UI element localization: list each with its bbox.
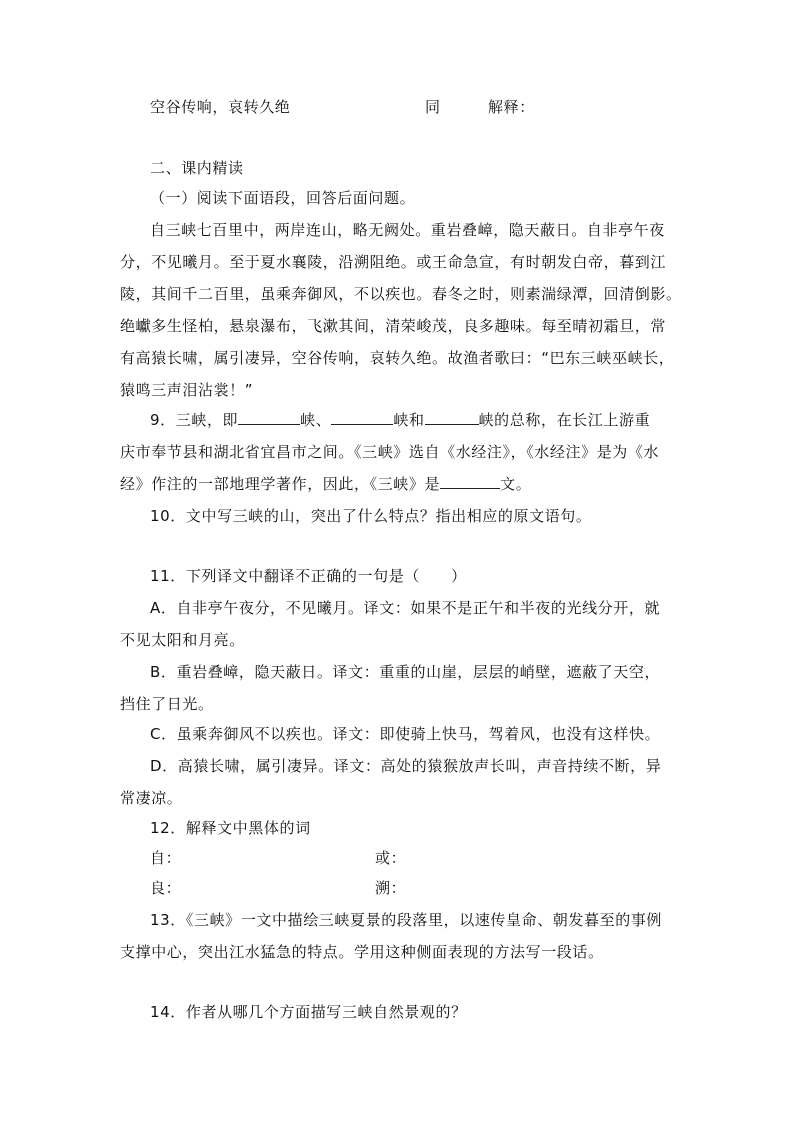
q11-stem: 11．下列译文中翻译不正确的一句是（ ） — [150, 567, 467, 585]
q9-text: 峡、 — [300, 411, 332, 429]
q12-word-huo[interactable]: 或： — [375, 849, 407, 867]
q11-option-a-cont: 不见太阳和月亮。 — [120, 631, 245, 649]
passage-line: 绝巘多生怪柏，悬泉瀑布，飞漱其间，清荣峻茂，良多趣味。每至晴初霜旦，常 — [120, 317, 667, 335]
passage-line: 自三峡七百里中，两岸连山，略无阙处。重岩叠嶂，隐天蔽日。自非亭午夜 — [150, 221, 665, 239]
q11-option-c[interactable]: C．虽乘奔御风不以疾也。译文：即使骑上快马，驾着风，也没有这样快。 — [150, 725, 661, 743]
answer-blank[interactable] — [238, 410, 300, 425]
q11-option-a[interactable]: A．自非亭午夜分，不见曦月。译文：如果不是正午和半夜的光线分开，就 — [150, 599, 661, 617]
q9-line: 庆市奉节县和湖北省宜昌市之间。《三峡》选自《水经注》，《水经注》是为《水 — [120, 443, 660, 461]
answer-blank[interactable] — [440, 474, 500, 489]
question-14: 14．作者从哪几个方面描写三峡自然景观的？ — [150, 1003, 467, 1021]
q9-text: 文。 — [500, 475, 532, 493]
passage-line: 分，不见曦月。至于夏水襄陵，沿溯阻绝。或王命急宣，有时朝发白帝，暮到江 — [120, 253, 667, 271]
q13-line: 13．《三峡》一文中描绘三峡夏景的段落里，以速传皇命、朝发暮至的事例 — [150, 911, 662, 929]
q9-text: 峡和 — [393, 411, 425, 429]
passage-line: 猿鸣三声泪沾裳！” — [120, 381, 254, 399]
section-title: 二、课内精读 — [150, 159, 244, 177]
q11-option-d[interactable]: D．高猿长啸，属引凄异。译文：高处的猿猴放声长叫，声音持续不断，异 — [150, 757, 662, 775]
answer-blank[interactable] — [425, 410, 479, 425]
answer-blank[interactable] — [331, 410, 393, 425]
q12-word-zi[interactable]: 自： — [150, 849, 182, 867]
q11-option-b[interactable]: B．重岩叠嶂，隐天蔽日。译文：重重的山崖，层层的峭壁，遮蔽了天空， — [150, 663, 661, 681]
interpretation-line-same: 同 — [425, 98, 441, 116]
q9-text: 9．三峡，即 — [150, 411, 239, 429]
reading-instruction: （一）阅读下面语段，回答后面问题。 — [150, 189, 416, 207]
q11-option-b-cont: 挡住了日光。 — [120, 695, 214, 713]
q13-line: 支撑中心，突出江水猛急的特点。学用这种侧面表现的方法写一段话。 — [120, 943, 604, 961]
interpretation-line-left: 空谷传响，哀转久绝 — [150, 98, 291, 116]
q9-text: 经》作注的一部地理学著作，因此，《三峡》是 — [120, 475, 441, 493]
passage-line: 陵，其间千二百里，虽乘奔御风，不以疾也。春冬之时，则素湍绿潭，回清倒影。 — [120, 285, 682, 303]
q9-text: 峡的总称，在长江上游重 — [478, 411, 651, 429]
passage-line: 有高猿长啸，属引凄异，空谷传响，哀转久绝。故渔者歌曰：“巴东三峡巫峡长， — [120, 349, 675, 367]
q11-option-d-cont: 常凄凉。 — [120, 789, 183, 807]
interpretation-line-explain: 解释： — [488, 98, 535, 116]
q12-word-liang[interactable]: 良： — [150, 879, 182, 897]
q12-stem: 12．解释文中黑体的词 — [150, 819, 311, 837]
q12-word-su[interactable]: 溯： — [375, 879, 407, 897]
question-10: 10．文中写三峡的山，突出了什么特点？指出相应的原文语句。 — [150, 507, 592, 525]
